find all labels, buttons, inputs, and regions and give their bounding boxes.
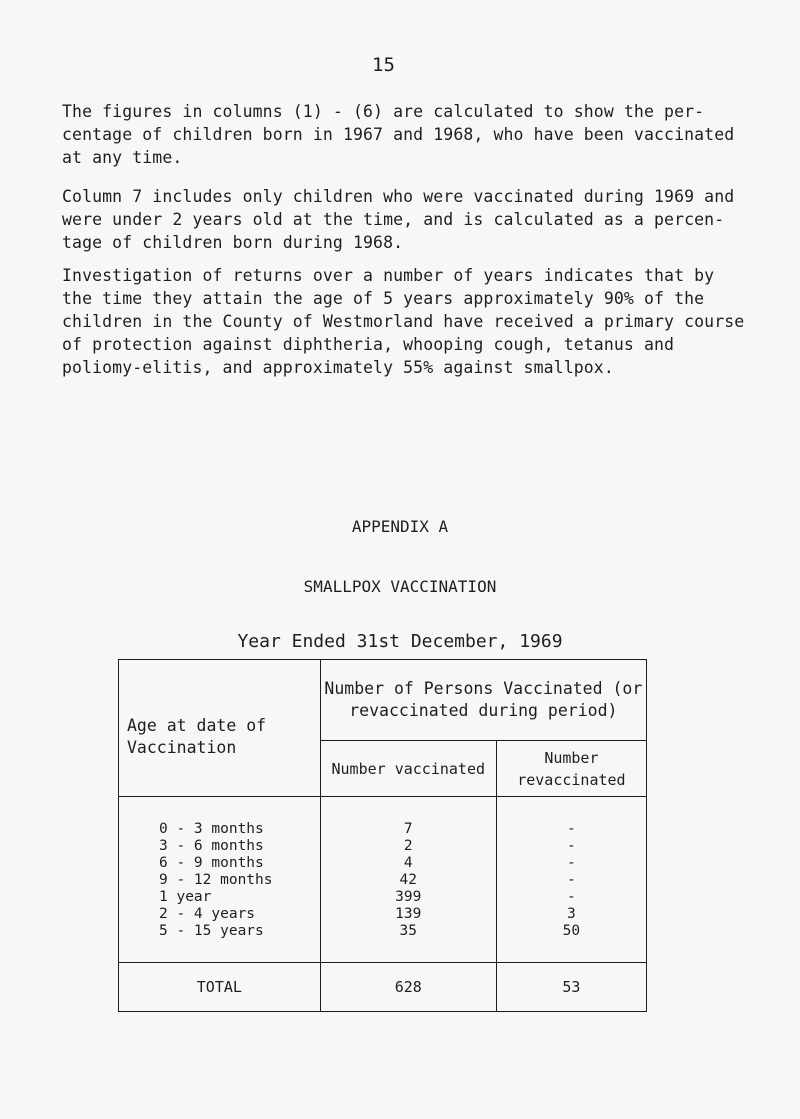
appendix-title: APPENDIX A [351, 517, 449, 536]
age-cell: 5 - 15 years [159, 923, 264, 939]
age-cell: 1 year [159, 889, 212, 905]
revaccinated-column [496, 797, 646, 963]
revaccinated-cell: - [567, 855, 576, 871]
vaccinated-cell: 4 [403, 855, 413, 871]
total-label: TOTAL [119, 963, 321, 1012]
vaccinated-cell: 42 [399, 872, 417, 888]
vaccinated-column [320, 797, 496, 963]
vaccinated-cell: 35 [399, 923, 417, 939]
vaccinated-cell: 399 [395, 889, 422, 905]
paragraph-column-7: Column 7 includes only children who were vaccinated during 1969 and were under 2 years old at the time, and is calculated as a percen-tage of children born during 1968. [62, 187, 735, 252]
age-cell: 9 - 12 months [159, 872, 273, 888]
vaccinated-cell: 139 [395, 906, 422, 922]
revaccinated-cell: 50 [562, 923, 581, 939]
age-cell: 6 - 9 months [159, 855, 264, 871]
page-number: 15 [372, 54, 395, 76]
revaccinated-cell: - [567, 838, 576, 854]
vaccinated-cell: 7 [403, 821, 413, 837]
col-revaccinated-header: Number revaccinated [496, 741, 646, 797]
paragraph-columns-explanation: The figures in columns (1) - (6) are calculated to show the per-centage of children born in 1967 and 1968, who have been vaccinated at any time. [62, 102, 735, 167]
vaccinated-cell: 2 [403, 838, 413, 854]
paragraph-investigation: Investigation of returns over a number of years indicates that by the time they attain the age of 5 years approximately 90% of the children in the County of Westmorland have received a primary course of protection against diphtheria, whooping cough, tetanus and poliomy-elitis, and approximately 55% against smallpox. [62, 266, 745, 377]
revaccinated-cell: - [567, 889, 576, 905]
age-column [119, 797, 321, 963]
age-header-cell [119, 660, 321, 797]
vaccination-table [118, 659, 647, 1012]
col-vaccinated-header: Number vaccinated [320, 741, 496, 797]
revaccinated-cell: - [567, 821, 576, 837]
total-vaccinated: 628 [320, 963, 496, 1012]
revaccinated-cell: - [567, 872, 576, 888]
age-header: Age at date of Vaccination [127, 716, 267, 757]
table-title: SMALLPOX VACCINATION [303, 577, 497, 596]
age-cell: 2 - 4 years [159, 906, 256, 922]
age-cell: 3 - 6 months [159, 838, 264, 854]
revaccinated-cell: 3 [567, 906, 576, 922]
group-header: Number of Persons Vaccinated (or revaccinated during period) [320, 660, 646, 741]
period-line: Year Ended 31st December, 1969 [237, 631, 563, 652]
total-revaccinated: 53 [496, 963, 646, 1012]
age-cell: 0 - 3 months [159, 821, 264, 837]
